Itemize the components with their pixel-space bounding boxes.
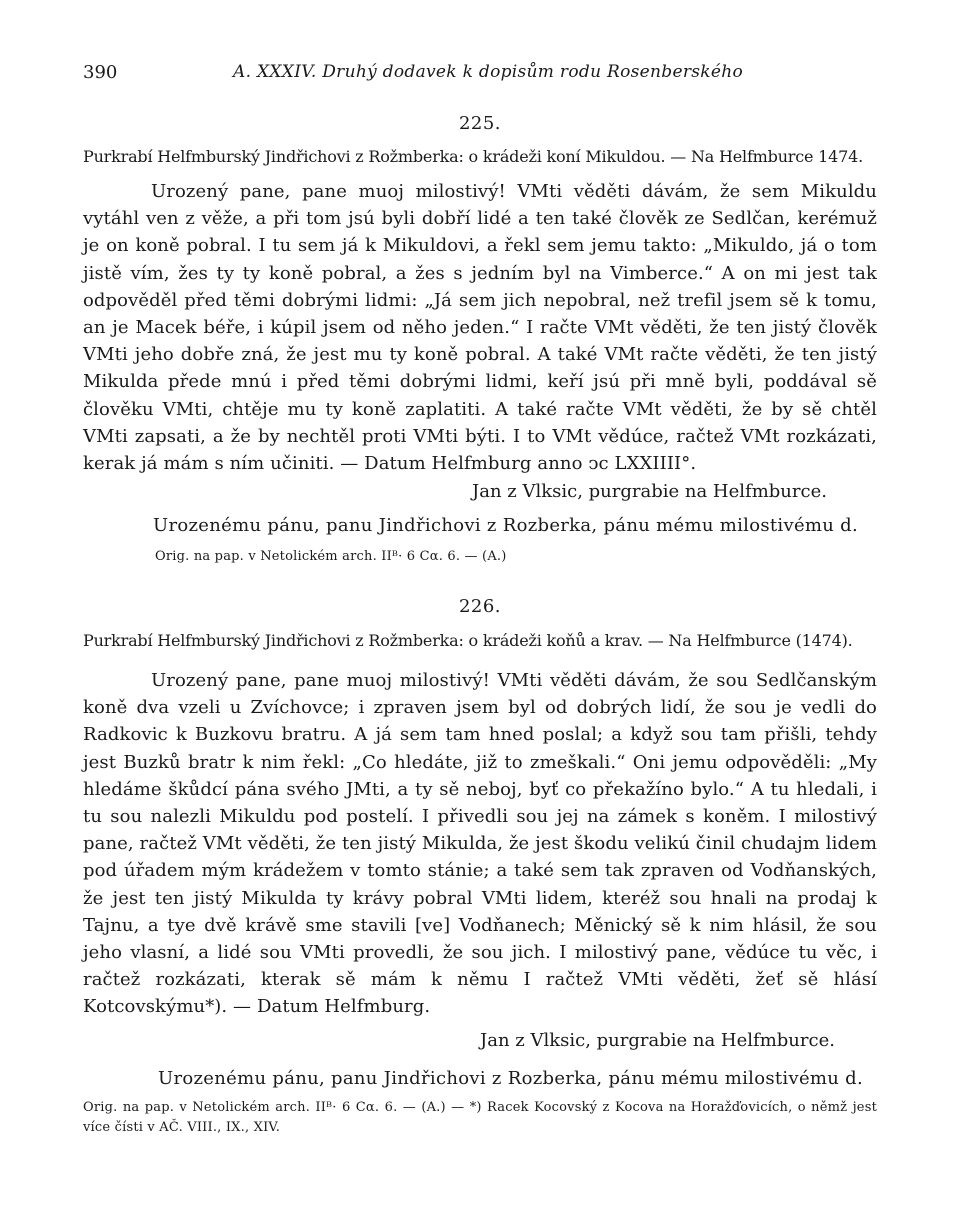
document-number: 226. [458,596,502,617]
document-body-text: Urozený pane, pane muoj milostivý! VMti věděti dávám, že sem Mikuldu vytáhl ven z věže, a při tom jsú byli dobří lidé a ten také člověk ze Sedlčan, kerémuž je on koně pobral. I tu sem já k Mikuldovi, a řekl sem jemu takto: „Mikuldo, já o tom jistě vím, žes ty ty koně pobral, a žes s jedním byl na Vimberce.“ A on mi jest tak odpověděl před těmi dobrými lidmi: „Já sem jich nepobral, než trefil jsem sě k tomu, an je Macek béře, i kúpil jsem od něho jeden.“ I račte VMt věděti, že ten jistý člověk VMti jeho dobře zná, že jest mu ty koně pobral. A také VMt račte věděti, že ten jistý Mikulda přede mnú i před těmi dobrými lidmi, keří jsú při mně byli, poddával sě člověku VMti, chtěje mu ty koně zaplatiti. A také račte VMt věděti, že by sě chtěl VMti zapsati, a že by nechtěl proti VMti býti. I to VMt vědúce, račtež VMt rozkázati, kerak já mám s ním učiniti. — Datum Helfmburg anno ↄc LXXIIII°. [83,181,877,475]
document-body [83,178,877,477]
signature: Jan z Vlksic, purgrabie na Helfmburce. [472,481,827,502]
page-number: 390 [83,62,118,83]
address-line: Urozenému pánu, panu Jindřichovi z Rozberka, pánu mému milostivému d. [158,1068,864,1089]
document-body-text: Urozený pane, pane muoj milostivý! VMti věděti dávám, že sou Sedlčanským koně dva vzeli u Zvíchovce; i zpraven jsem byl od dobrých lidí, že sou je vedli do Radkovic k Buzkovu bratru. A já sem tam hned poslal; a když sou tam přišli, tehdy jest Buzků bratr k nim řekl: „Co hledáte, již to zmeškali.“ Oni jemu odpověděli: „My hledáme škůdcí pána svého JMti, a ty sě neboj, byť co překažíno bylo.“ A tu hledali, i tu sou nalezli Mikuldu pod postelí. I přivedli sou jej na zámek s koněm. I milostivý pane, račtež VMt věděti, že ten jistý Mikulda, že jest škodu velikú činil chudajm lidem pod úřadem mým krádežem v tomto stánie; a také sem tak zpraven od Vodňanských, že jest ten jistý Mikulda ty krávy pobral VMti lidem, kteréž sou hnali na prodaj k Tajnu, a tye dvě krávě sme stavili [ve] Vodňanech; Měnický sě k nim hlásil, že sou jeho vlasní, a lidé sou VMti provedli, že sou jich. I milostivý pane, vědúce tu věc, i račtež rozkázati, kterak sě mám k němu I račtež VMti věděti, žeť sě hlásí Kotcovskýmu*). — Datum Helfmburg. [83,670,877,1018]
running-head [83,62,877,86]
signature: Jan z Vlksic, purgrabie na Helfmburce. [480,1030,835,1051]
document-body [83,667,877,1021]
footnote-text: Orig. na pap. v Netolickém arch. IIᴮ· 6 Cα. 6. — (A.) — *) Racek Kocovský z Kocova na Horažďovicích, o němž jest více čísti v AČ. VIII., IX., XIV. [83,1100,877,1135]
footnote [83,1098,877,1138]
document-heading: Purkrabí Helfmburský Jindřichovi z Rožmberka: o krádeži koňů a krav. — Na Helfmburce (1474). [83,631,853,650]
document-heading: Purkrabí Helfmburský Jindřichovi z Rožmberka: o krádeži koní Mikuldou. — Na Helfmburce 1474. [83,147,863,166]
source-note: Orig. na pap. v Netolickém arch. IIᴮ· 6 Cα. 6. — (A.) [155,549,507,564]
running-title: A. XXXIV. Druhý dodavek k dopisům rodu Rosenberského [233,62,744,82]
address-line: Urozenému pánu, panu Jindřichovi z Rozberka, pánu mému milostivému d. [153,515,859,536]
document-number: 225. [458,113,502,134]
